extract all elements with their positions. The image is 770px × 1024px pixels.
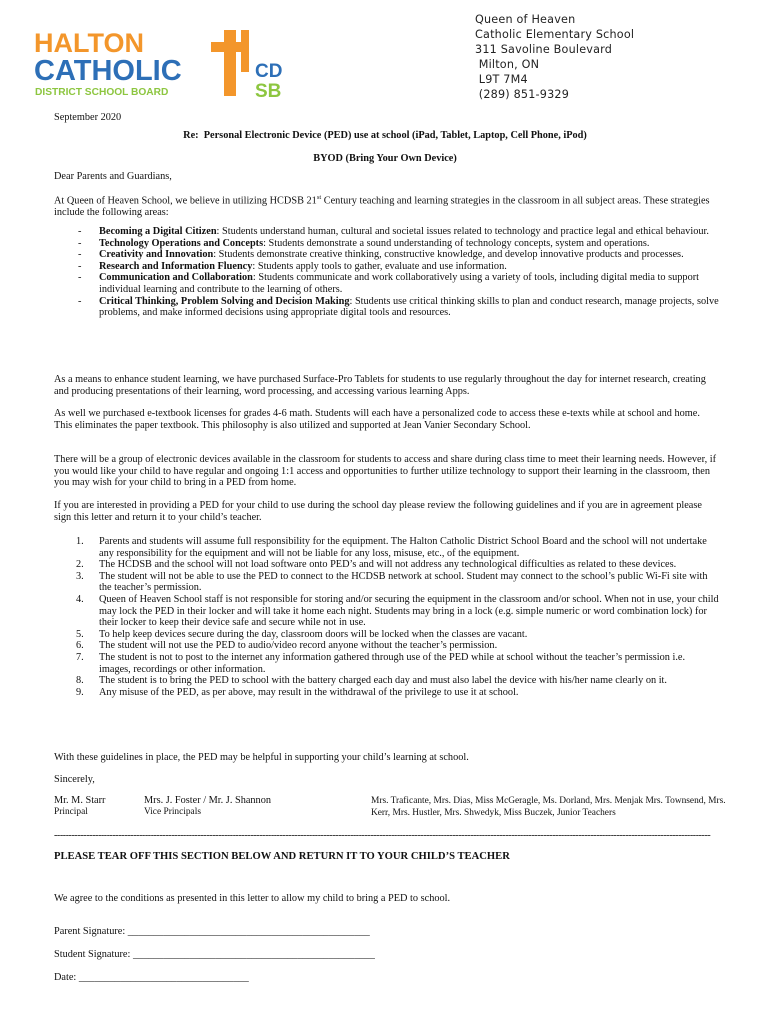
bullet-dash: - xyxy=(78,295,82,307)
paragraph-guidelines-intro: If you are interested in providing a PED for your child to use during the school day please review the following guidelines and if you are in agreement please sign this letter and return it to your child’s teacher. xyxy=(54,500,702,523)
list-item xyxy=(54,629,719,641)
date-row xyxy=(54,972,249,984)
strategy-list xyxy=(54,226,719,319)
paragraph-devices: There will be a group of electronic devices available in the classroom for students to access and share during class time to meet their learning needs. However, if you would like your child to have regular and ongoing 1:1 access and opportunities to further utilize technology to support their learning in the classroom, then you may wish for your child to bring in a PED from home. xyxy=(54,454,717,489)
strategy-term: Communication and Collaboration xyxy=(99,272,253,284)
school-address xyxy=(475,12,634,102)
letter-salutation: Dear Parents and Guardians, xyxy=(54,171,172,182)
address-line: Milton, ON xyxy=(475,58,540,71)
guideline-number: 7. xyxy=(76,651,84,663)
intro-sup: st xyxy=(316,194,322,201)
logo-cd: CD xyxy=(255,61,283,82)
paragraph-etextbook: As well we purchased e-textbook licenses for grades 4-6 math. Students will each have a personalized code to access these e-texts while at school and home. This eliminates the paper textbook. This philosophy is also utilized and supported at Jean Vanier Secondary School. xyxy=(54,408,700,431)
hcdsb-logo-graphic xyxy=(34,30,294,102)
logo-district: DISTRICT SCHOOL BOARD xyxy=(35,87,169,98)
guideline-text: Parents and students will assume full responsibility for the equipment. The Halton Catholic District School Board and the school will not undertake any responsibility for the equipment and will not be liable for any loss, misuse, etc., of the equipment. xyxy=(99,536,707,559)
logo-sb: SB xyxy=(255,81,282,102)
junior-teachers: Mrs. Traficante, Mrs. Dias, Miss McGeragle, Ms. Dorland, Mrs. Menjak Mrs. Townsend, Mrs. Kerr, Mrs. Hustler, Mrs. Shwedyk, Miss Buczek, Junior Teachers xyxy=(371,796,726,818)
sincerely: Sincerely, xyxy=(54,774,95,785)
list-item xyxy=(54,226,719,238)
strategy-text: : Students demonstrate creative thinking, constructive knowledge, and develop innovative products and processes. xyxy=(213,249,684,261)
strategy-term: Research and Information Fluency xyxy=(99,260,253,272)
guideline-text: The HCDSB and the school will not load software onto PED’s and will not address any technological difficulties as related to these devices. xyxy=(99,559,677,571)
guideline-number: 3. xyxy=(76,570,84,582)
strategy-term: Critical Thinking, Problem Solving and Decision Making xyxy=(99,295,350,307)
logo-halton: HALTON xyxy=(34,28,144,58)
date-line[interactable]: _________________________________ xyxy=(78,972,249,983)
guideline-number: 8. xyxy=(76,675,84,687)
list-item xyxy=(54,559,719,571)
address-line: L9T 7M4 xyxy=(475,73,528,86)
logo-cross-vertical xyxy=(224,30,236,96)
vice-principals-role: Vice Principals xyxy=(144,807,201,817)
student-signature-label: Student Signature: xyxy=(54,949,133,960)
address-line: (289) 851-9329 xyxy=(475,88,570,101)
strategy-term: Creativity and Innovation xyxy=(99,249,214,261)
letter-date: September 2020 xyxy=(54,112,122,123)
strategy-text: : Students use critical thinking skills to plan and conduct research, manage projects, solve problems, and make informed decisions using appropriate digital tools and resources. xyxy=(99,295,719,319)
list-item xyxy=(54,249,719,261)
list-item xyxy=(54,536,719,559)
principal-name: Mr. M. Starr xyxy=(54,795,106,806)
vice-principals-names: Mrs. J. Foster / Mr. J. Shannon xyxy=(144,795,272,806)
list-item xyxy=(54,594,719,629)
list-item xyxy=(54,571,719,594)
strategy-text: : Students communicate and work collaboratively using a variety of tools, including digital media to support individual learning and contribute to the learning of others. xyxy=(99,272,700,295)
letter-byod-heading: BYOD (Bring Your Own Device) xyxy=(313,153,457,164)
strategy-text: : Students apply tools to gather, evaluate and use information. xyxy=(252,260,507,272)
parent-signature-label: Parent Signature: xyxy=(54,926,128,937)
tear-off-heading: PLEASE TEAR OFF THIS SECTION BELOW AND RETURN IT TO YOUR CHILD’S TEACHER xyxy=(54,851,510,862)
letter-subject: Re: Personal Electronic Device (PED) use at school (iPad, Tablet, Laptop, Cell Phone, iPod) xyxy=(183,130,587,141)
list-item xyxy=(54,687,719,699)
guideline-number: 9. xyxy=(76,686,84,698)
address-line: Queen of Heaven xyxy=(475,13,576,26)
guideline-text: The student is to bring the PED to school with the battery charged each day and must also label the device with his/her name clearly on it. xyxy=(99,675,667,687)
guideline-text: Any misuse of the PED, as per above, may result in the withdrawal of the privilege to use it at school. xyxy=(99,686,519,698)
guideline-text: Queen of Heaven School staff is not responsible for storing and/or securing the equipment in the classroom and/or school. When not in use, your child may lock the PED in their locker and will take it home each night. Students may bring in a lock (e.g. simple numeric or word combination lock) for their locker to keep their device safe and secure while not in use. xyxy=(99,593,719,629)
letter-intro xyxy=(54,192,714,219)
parent-signature-line[interactable]: _______________________________________________ xyxy=(127,926,370,937)
address-line: 311 Savoline Boulevard xyxy=(475,43,613,56)
strategy-text: : Students understand human, cultural and societal issues related to technology and practice legal and ethical behaviour. xyxy=(216,226,709,237)
guidelines-list xyxy=(54,536,719,698)
intro-text-a: At Queen of Heaven School, we believe in utilizing HCDSB 21 xyxy=(54,195,317,207)
guideline-text: The student will not be able to use the PED to connect to the HCDSB network at school. Student may connect to the school’s public Wi-Fi site with the teacher’s permission. xyxy=(99,570,708,594)
strategy-text: : Students demonstrate a sound understanding of technology concepts, system and operations. xyxy=(263,237,650,249)
list-item xyxy=(54,675,719,687)
address-line: Catholic Elementary School xyxy=(475,28,635,41)
closing-paragraph: With these guidelines in place, the PED may be helpful in supporting your child’s learning at school. xyxy=(54,752,469,763)
date-label: Date: xyxy=(54,972,79,983)
bullet-dash: - xyxy=(78,226,82,237)
bullet-dash: - xyxy=(78,260,82,272)
student-signature-row xyxy=(54,949,375,961)
list-item xyxy=(54,296,719,319)
hcdsb-logo xyxy=(34,30,294,102)
guideline-number: 2. xyxy=(76,559,84,571)
agreement-text: We agree to the conditions as presented in this letter to allow my child to bring a PED to school. xyxy=(54,893,451,904)
guideline-text: To help keep devices secure during the day, classroom doors will be locked when the classes are vacant. xyxy=(99,628,528,640)
strategy-term: Technology Operations and Concepts xyxy=(99,237,264,249)
list-item xyxy=(54,272,719,295)
list-item xyxy=(54,640,719,652)
logo-catholic: CATHOLIC xyxy=(34,55,182,87)
parent-signature-row xyxy=(54,926,370,938)
intro-text-b: Century teaching and learning strategies in the classroom in all subject areas. These strategies include the following areas: xyxy=(54,195,710,219)
strategy-term: Becoming a Digital Citizen xyxy=(99,226,217,237)
bullet-dash: - xyxy=(78,272,82,284)
student-signature-line[interactable]: _______________________________________________ xyxy=(132,949,375,960)
tear-off-rule: -------------------------------------------------------------------------------------------------------------------------------------------------------------------------------------------------------------------------------- xyxy=(54,830,711,841)
paragraph-surface-pro: As a means to enhance student learning, we have purchased Surface-Pro Tablets for students to use regularly throughout the day for internet research, creating and producing presentations of their learning, word processing, and accessing various learning Apps. xyxy=(54,374,706,397)
guideline-text: The student is not to post to the internet any information gathered through use of the PED while at school without the teacher’s permission i.e. images, recordings or other information. xyxy=(99,651,686,675)
guideline-number: 1. xyxy=(76,536,84,547)
guideline-number: 5. xyxy=(76,628,84,640)
list-item xyxy=(54,652,719,675)
guideline-number: 6. xyxy=(76,640,84,652)
guideline-number: 4. xyxy=(76,593,84,605)
guideline-text: The student will not use the PED to audio/video record anyone without the teacher’s permission. xyxy=(99,640,498,652)
list-item xyxy=(54,238,719,250)
principal-role: Principal xyxy=(54,807,88,817)
list-item xyxy=(54,261,719,273)
bullet-dash: - xyxy=(78,237,82,249)
bullet-dash: - xyxy=(78,249,82,261)
logo-cross-right xyxy=(241,30,249,72)
